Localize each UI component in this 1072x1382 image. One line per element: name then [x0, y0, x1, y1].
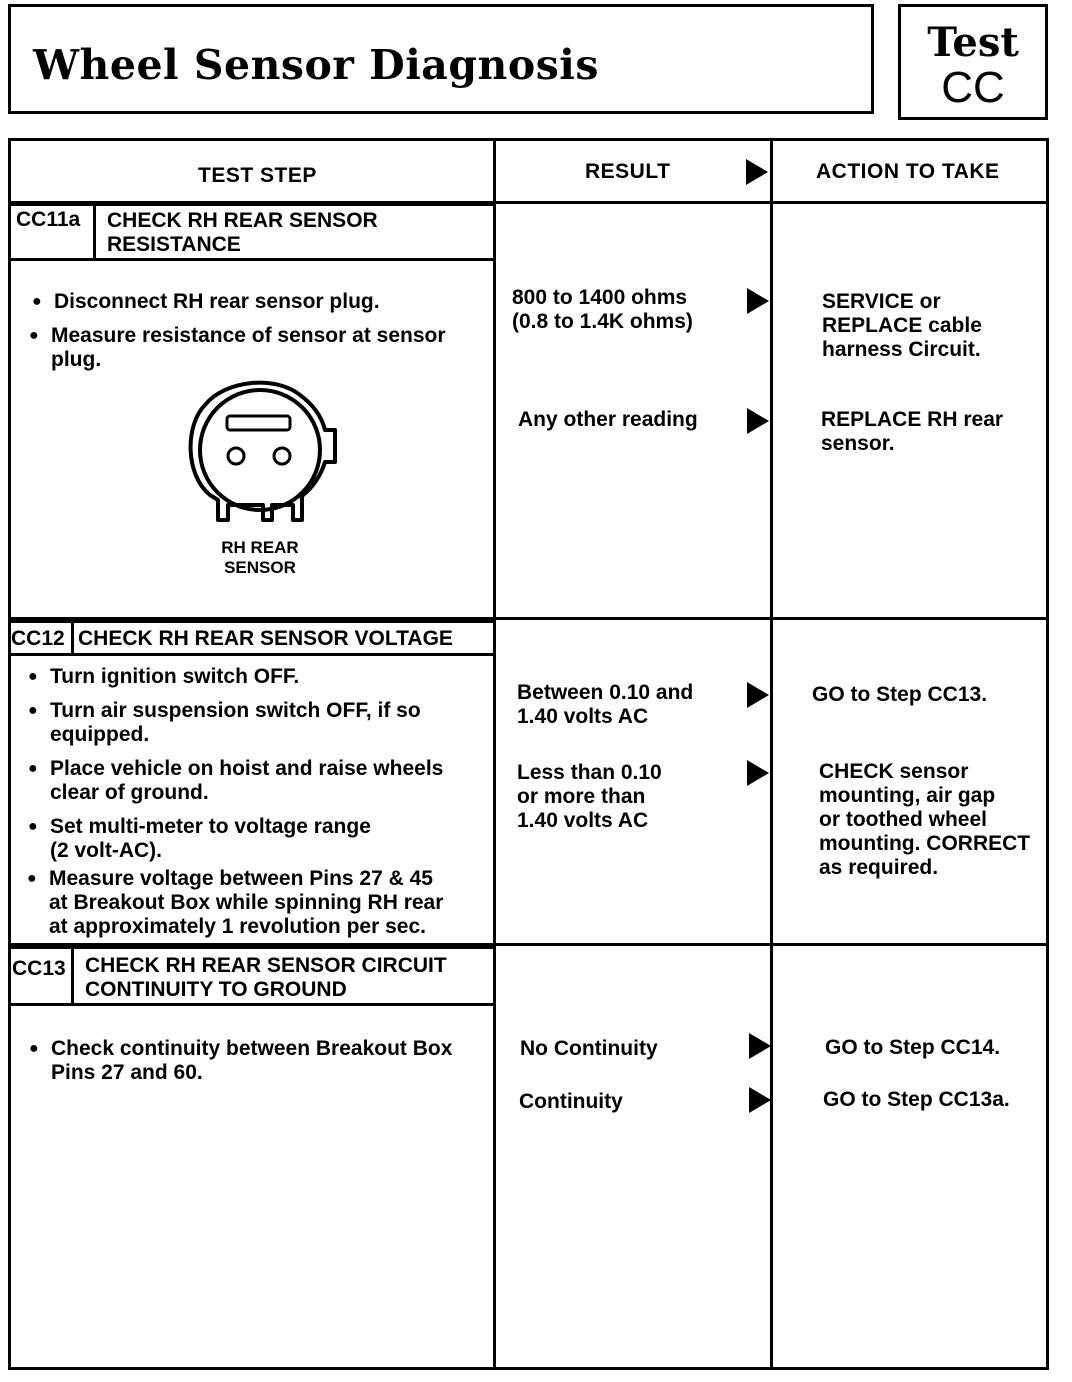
action-line: sensor.: [821, 432, 895, 455]
instruction-bullet: [50, 699, 421, 747]
step-title: [107, 209, 378, 257]
instruction-line: ● Turn ignition switch OFF.: [50, 665, 300, 688]
step-title-line: CHECK RH REAR SENSOR: [107, 209, 378, 232]
result-text: [517, 761, 662, 833]
arrow-icon: [749, 1033, 771, 1059]
action-line: as required.: [819, 856, 939, 879]
instruction-line: ● Measure voltage between Pins 27 & 45: [49, 867, 433, 890]
instruction-line: at Breakout Box while spinning RH rear: [49, 891, 444, 914]
arrow-icon: [749, 1087, 771, 1113]
result-line: 1.40 volts AC: [517, 705, 649, 728]
arrow-icon: [746, 159, 768, 185]
instruction-line: Pins 27 and 60.: [51, 1061, 203, 1084]
action-text: [821, 408, 1003, 456]
instruction-bullet: [50, 665, 299, 689]
instruction-line: ● Disconnect RH rear sensor plug.: [54, 290, 380, 313]
instruction-line: ● Set multi-meter to voltage range: [50, 815, 371, 838]
action-text: [819, 760, 1030, 880]
result-text: [512, 286, 693, 334]
action-line: REPLACE RH rear: [821, 408, 1004, 431]
instruction-line: at approximately 1 revolution per sec.: [49, 915, 426, 938]
column-header-action: ACTION TO TAKE: [816, 160, 1000, 183]
action-line: GO to Step CC13a.: [823, 1088, 1010, 1111]
action-text: [825, 1036, 1000, 1060]
instruction-bullet: [50, 815, 371, 863]
sensor-connector-icon: [180, 370, 350, 530]
step-title: [78, 627, 453, 651]
instruction-bullet: [51, 1037, 452, 1085]
action-line: GO to Step CC14.: [825, 1036, 1001, 1059]
step-id: CC12: [11, 627, 65, 650]
instruction-line: clear of ground.: [50, 781, 209, 804]
step-title-line: CHECK RH REAR SENSOR VOLTAGE: [78, 627, 453, 650]
step-title-line: CHECK RH REAR SENSOR CIRCUIT: [85, 954, 447, 977]
result-text: [520, 1037, 658, 1061]
title-box: [8, 4, 874, 114]
column-divider: [493, 138, 496, 1370]
instruction-line: (2 volt-AC).: [50, 839, 162, 862]
instruction-line: ● Check continuity between Breakout Box: [51, 1037, 453, 1060]
result-text: [518, 408, 698, 432]
arrow-icon: [747, 288, 769, 314]
instruction-bullet: [51, 324, 446, 372]
result-line: Any other reading: [518, 408, 698, 431]
arrow-icon: [747, 408, 769, 434]
column-header-result: RESULT: [585, 160, 671, 183]
instruction-line: equipped.: [50, 723, 150, 746]
action-line: CHECK sensor: [819, 760, 969, 783]
result-line: or more than: [517, 785, 646, 808]
instruction-bullet: [54, 290, 380, 314]
result-line: 1.40 volts AC: [517, 809, 649, 832]
step-title: [85, 954, 447, 1002]
result-line: Less than 0.10: [517, 761, 662, 784]
step-id: CC11a: [16, 208, 81, 231]
action-line: SERVICE or: [822, 290, 941, 313]
result-line: Between 0.10 and: [517, 681, 694, 704]
action-line: harness Circuit.: [822, 338, 981, 361]
test-word: Test: [927, 19, 1019, 66]
column-header-test-step: TEST STEP: [198, 164, 317, 187]
test-label-box: [898, 4, 1048, 120]
result-line: 800 to 1400 ohms: [512, 286, 688, 309]
page-title: Wheel Sensor Diagnosis: [33, 41, 599, 89]
action-text: [822, 290, 982, 362]
figure-caption-line: SENSOR: [224, 558, 296, 577]
instruction-line: ● Place vehicle on hoist and raise wheels: [50, 757, 444, 780]
instruction-bullet: [49, 867, 443, 939]
result-line: Continuity: [519, 1090, 623, 1113]
figure-caption: [200, 538, 320, 578]
action-line: REPLACE cable: [822, 314, 982, 337]
column-divider: [770, 138, 773, 1370]
arrow-icon: [747, 682, 769, 708]
result-line: No Continuity: [520, 1037, 658, 1060]
step-title-line: CONTINUITY TO GROUND: [85, 978, 347, 1001]
instruction-line: plug.: [51, 348, 102, 371]
result-line: (0.8 to 1.4K ohms): [512, 310, 693, 333]
instruction-bullet: [50, 757, 443, 805]
instruction-line: ● Turn air suspension switch OFF, if so: [50, 699, 421, 722]
test-code: CC: [941, 63, 1005, 112]
arrow-icon: [747, 760, 769, 786]
step-id: CC13: [12, 957, 66, 980]
action-text: [812, 683, 987, 707]
action-line: mounting, air gap: [819, 784, 996, 807]
instruction-line: ● Measure resistance of sensor at sensor: [51, 324, 446, 347]
action-line: GO to Step CC13.: [812, 683, 988, 706]
result-text: [519, 1090, 623, 1114]
step-title-line: RESISTANCE: [107, 233, 241, 256]
action-line: or toothed wheel: [819, 808, 987, 831]
result-text: [517, 681, 693, 729]
action-text: [823, 1088, 1010, 1112]
figure-caption-line: RH REAR: [221, 538, 299, 557]
action-line: mounting. CORRECT: [819, 832, 1031, 855]
